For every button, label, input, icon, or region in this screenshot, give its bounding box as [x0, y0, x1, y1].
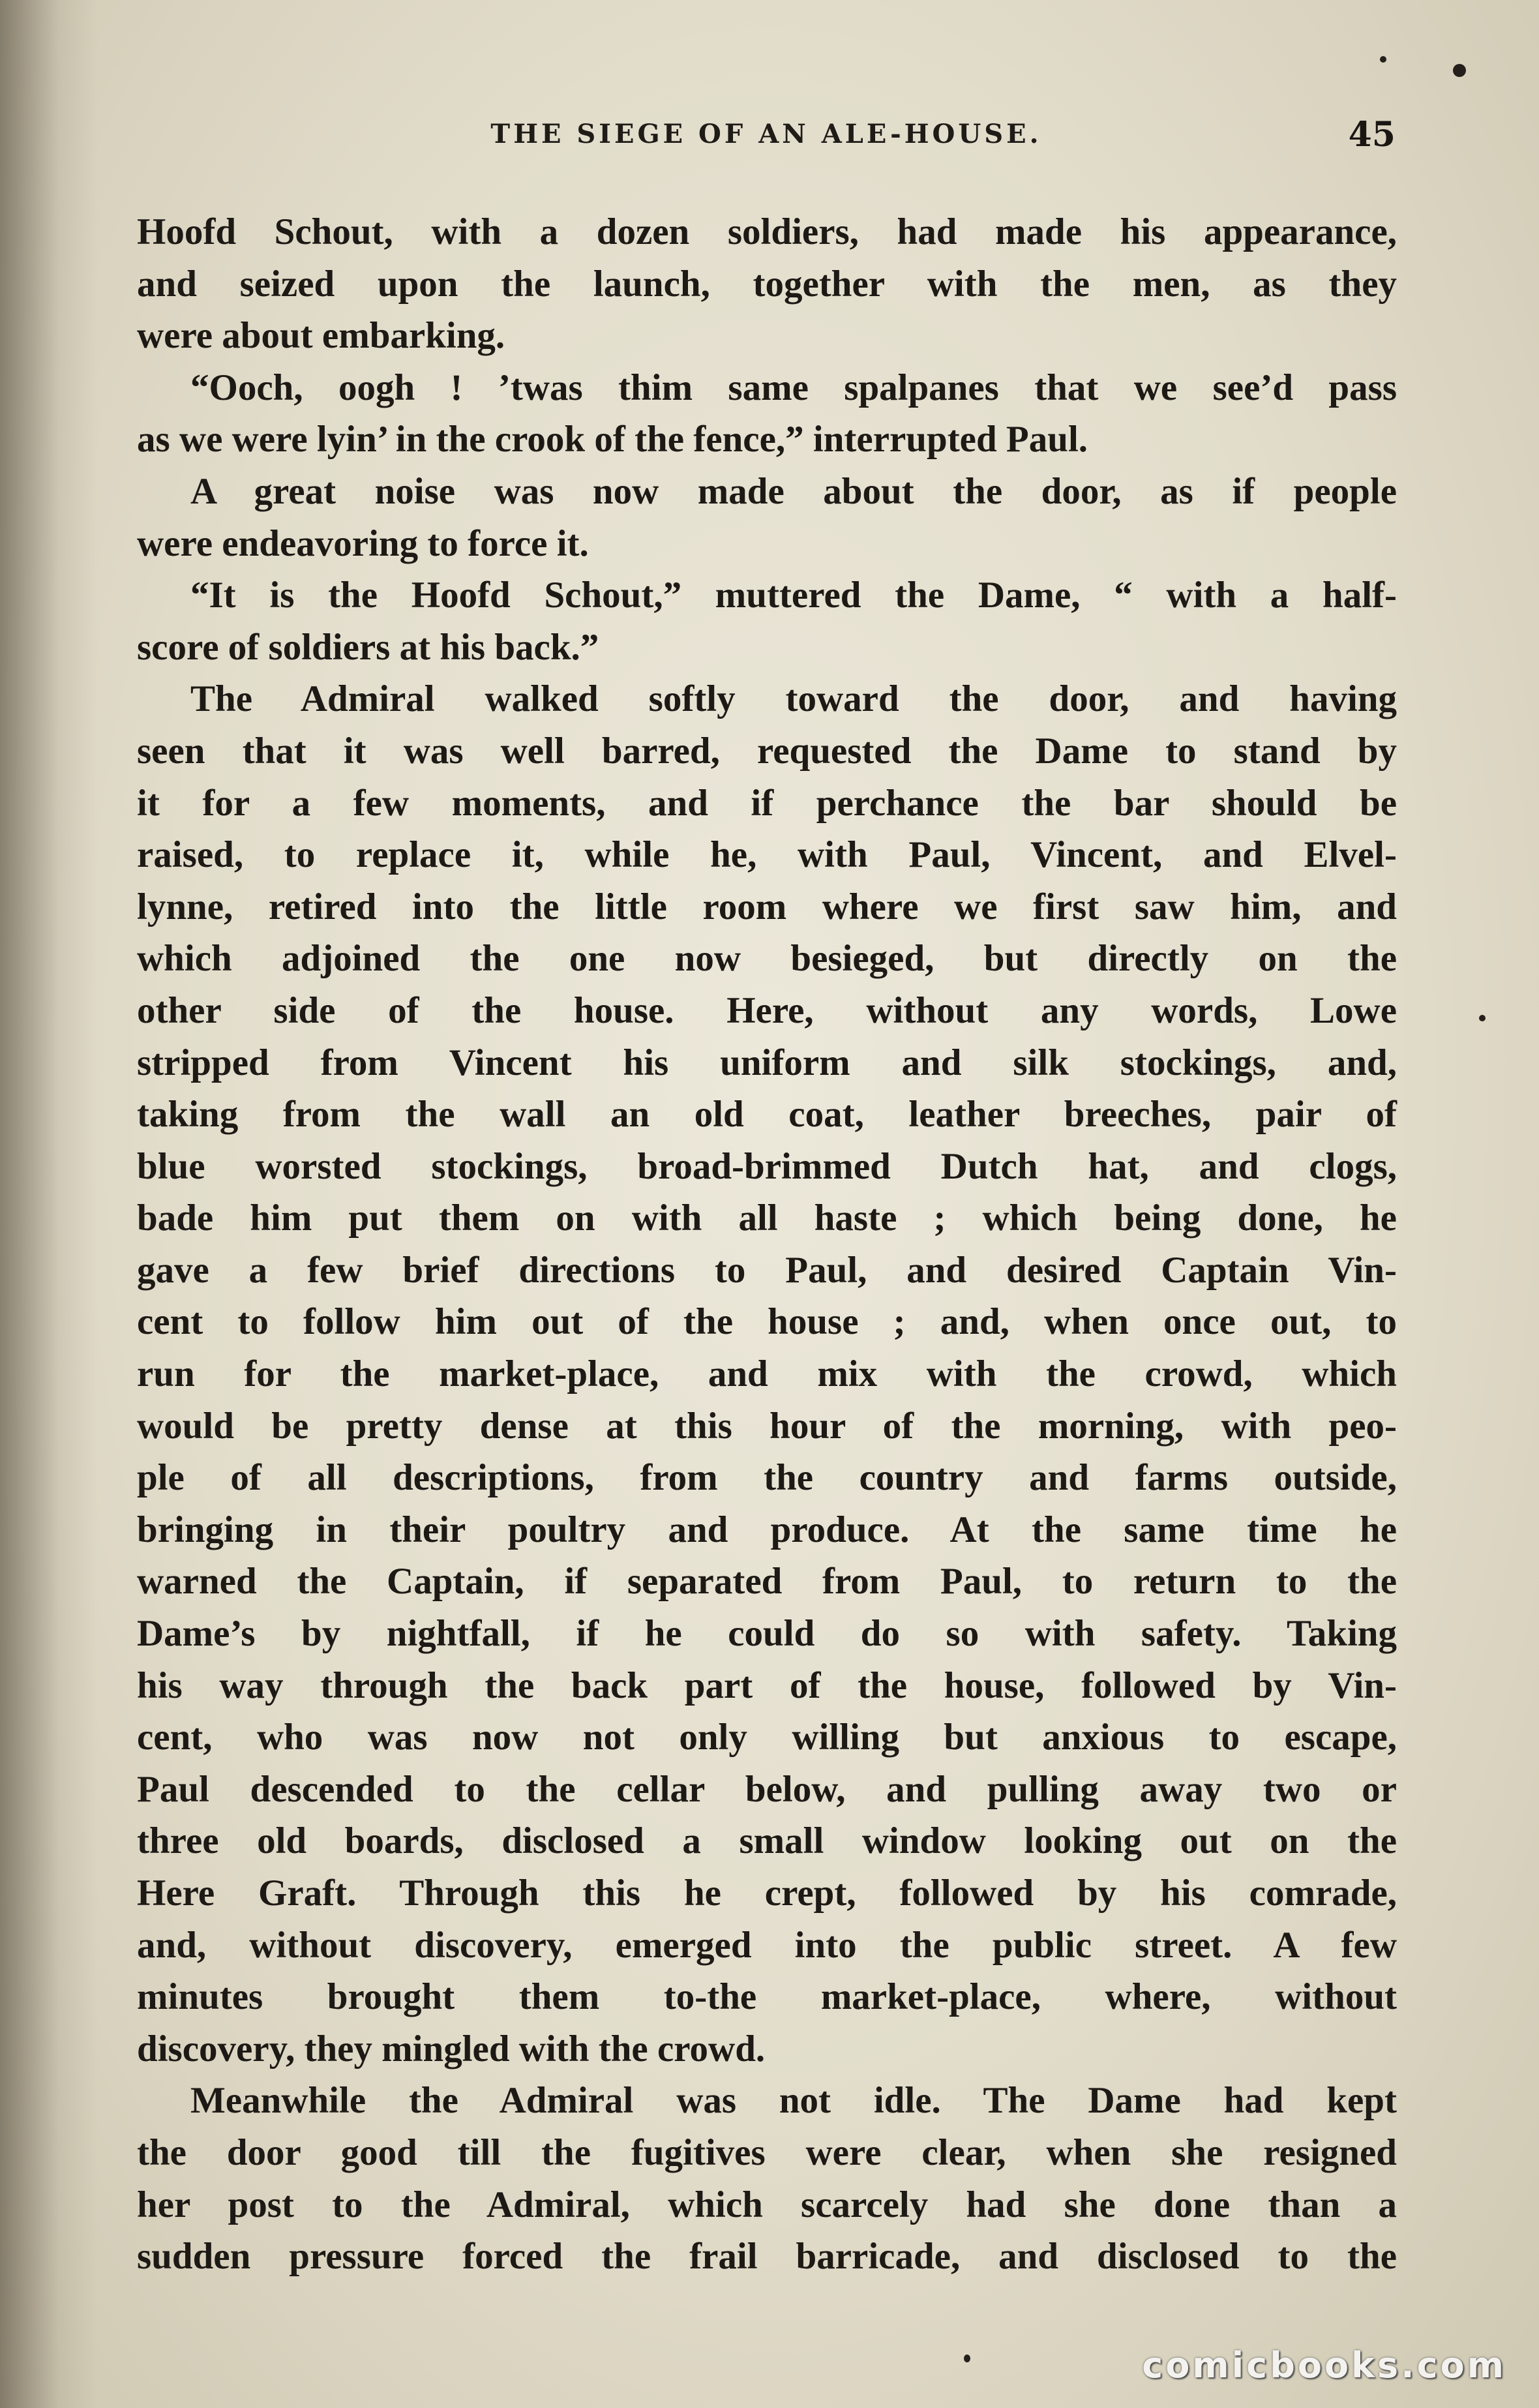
text-line: Paul descended to the cellar below, and pulling away two or — [137, 1768, 1397, 1810]
text-line: bade him put them on with all haste ; which being done, he — [137, 1197, 1397, 1239]
text-line: discovery, they mingled with the crowd. — [137, 2028, 766, 2069]
text-line: would be pretty dense at this hour of the morning, with peo- — [137, 1405, 1397, 1447]
text-line: and, without discovery, emerged into the public street. A few — [137, 1924, 1397, 1966]
text-line: run for the market-place, and mix with the crowd, which — [137, 1353, 1397, 1395]
watermark: comicbooks.com — [1142, 2345, 1506, 2386]
text-line: his way through the back part of the house, followed by Vin- — [137, 1664, 1397, 1706]
text-line: sudden pressure forced the frail barricade, and disclosed to the — [137, 2236, 1397, 2278]
page-gutter-shadow — [0, 0, 98, 2408]
ink-speck — [964, 2355, 970, 2362]
page-number: 45 — [1348, 115, 1396, 155]
running-head — [137, 115, 1396, 164]
text-line: “Ooch, oogh ! ’twas thim same spalpanes that we see’d pass — [190, 367, 1397, 408]
text-line: were about embarking. — [137, 315, 505, 357]
text-line: were endeavoring to force it. — [137, 522, 589, 564]
body-text — [137, 206, 1397, 2283]
text-line: Here Graft. Through this he crept, followed by his comrade, — [137, 1873, 1397, 1914]
text-line: The Admiral walked softly toward the door, and having — [190, 678, 1397, 720]
text-line: three old boards, disclosed a small window looking out on the — [137, 1820, 1397, 1862]
text-line: A great noise was now made about the door, as if people — [190, 470, 1397, 512]
text-line: raised, to replace it, while he, with Paul, Vincent, and Elvel- — [137, 834, 1397, 876]
text-line: lynne, retired into the little room where we first saw him, and — [137, 886, 1397, 927]
ink-speck — [1479, 1015, 1486, 1021]
text-line: “It is the Hoofd Schout,” muttered the Dame, “ with a half- — [190, 575, 1397, 616]
text-line: it for a few moments, and if perchance the bar should be — [137, 782, 1397, 824]
text-line: seen that it was well barred, requested the Dame to stand by — [137, 730, 1397, 772]
ink-speck — [1380, 56, 1386, 63]
text-line: Meanwhile the Admiral was not idle. The Dame had kept — [190, 2080, 1397, 2122]
text-line: and seized upon the launch, together with the men, as they — [137, 263, 1397, 305]
text-line: as we were lyin’ in the crook of the fence,” interrupted Paul. — [137, 419, 1088, 460]
text-line: the door good till the fugitives were clear, when she resigned — [137, 2131, 1397, 2173]
running-title: THE SIEGE OF AN ALE-HOUSE. — [490, 119, 1042, 149]
text-line: minutes brought them to-the market-place, where, without — [137, 1976, 1397, 2018]
text-line: bringing in their poultry and produce. At the same time he — [137, 1509, 1397, 1550]
text-line: Hoofd Schout, with a dozen soldiers, had made his appearance, — [137, 211, 1397, 252]
text-line: score of soldiers at his back.” — [137, 626, 599, 668]
text-line: cent to follow him out of the house ; and, when once out, to — [137, 1301, 1397, 1343]
text-line: Dame’s by nightfall, if he could do so with safety. Taking — [137, 1613, 1397, 1655]
text-line: stripped from Vincent his uniform and silk stockings, and, — [137, 1042, 1397, 1083]
text-line: her post to the Admiral, which scarcely had she done than a — [137, 2184, 1397, 2225]
text-line: other side of the house. Here, without any words, Lowe — [137, 989, 1397, 1031]
text-line: warned the Captain, if separated from Paul, to return to the — [137, 1561, 1397, 1603]
ink-speck — [1453, 64, 1466, 77]
text-line: taking from the wall an old coat, leather breeches, pair of — [137, 1094, 1397, 1136]
text-line: which adjoined the one now besieged, but directly on the — [137, 938, 1397, 980]
text-line: gave a few brief directions to Paul, and desired Captain Vin- — [137, 1249, 1397, 1291]
text-line: blue worsted stockings, broad-brimmed Dutch hat, and clogs, — [137, 1145, 1397, 1187]
text-line: cent, who was now not only willing but anxious to escape, — [137, 1717, 1397, 1758]
text-line: ple of all descriptions, from the country and farms outside, — [137, 1457, 1397, 1499]
